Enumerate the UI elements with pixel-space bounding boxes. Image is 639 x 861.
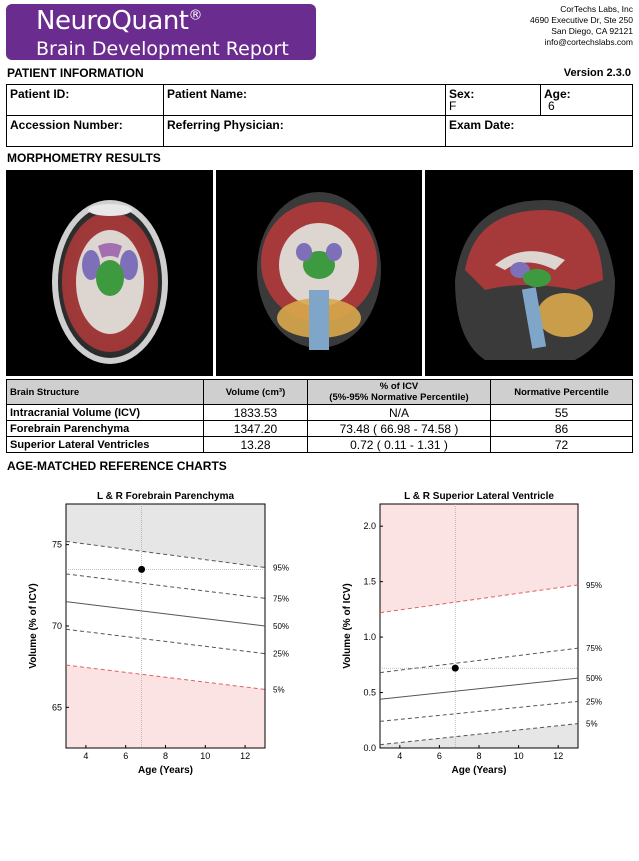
axial-mri-image xyxy=(6,170,213,376)
sex-label: Sex: xyxy=(449,87,475,101)
upper-shaded-region xyxy=(380,504,578,613)
morphometry-section-title: MORPHOMETRY RESULTS xyxy=(7,151,161,165)
percentile-label: 75% xyxy=(586,644,603,654)
x-tick-label: 12 xyxy=(553,751,564,761)
y-tick-label: 75 xyxy=(51,539,62,550)
patient-section-title: PATIENT INFORMATION xyxy=(7,66,144,80)
y-tick-label: 2.0 xyxy=(363,521,376,532)
patient-info-table xyxy=(6,84,633,147)
x-axis-label: Age (Years) xyxy=(451,765,507,776)
report-subtitle: Brain Development Report xyxy=(36,38,289,60)
sex-value: F xyxy=(449,99,457,113)
col-percentile-header: Normative Percentile xyxy=(491,380,633,405)
age-value: 6 xyxy=(548,99,555,113)
age-label: Age: xyxy=(544,87,571,101)
x-tick-label: 4 xyxy=(397,751,403,761)
x-tick-label: 4 xyxy=(83,751,89,761)
percentile-label: 50% xyxy=(273,622,290,631)
coronal-mri-image xyxy=(216,170,422,376)
percentile-label: 5% xyxy=(273,685,285,695)
y-tick-label: 0.0 xyxy=(363,743,376,753)
x-axis-label: Age (Years) xyxy=(137,765,194,776)
upper-shaded-region xyxy=(66,504,265,567)
x-tick-label: 8 xyxy=(162,751,169,761)
percentile-label: 5% xyxy=(586,719,598,729)
y-axis-label: Volume (% of ICV) xyxy=(28,583,39,669)
percentile-label: 95% xyxy=(586,580,603,590)
x-tick-label: 10 xyxy=(513,751,524,761)
patient-name-label: Patient Name: xyxy=(167,87,248,101)
percentile-label: 75% xyxy=(273,594,290,604)
ventricle-chart xyxy=(318,486,638,776)
patient-id-label: Patient ID: xyxy=(10,87,70,101)
x-tick-label: 12 xyxy=(240,751,251,761)
brand-title: NeuroQuant® xyxy=(36,6,202,36)
chart-title: L & R Superior Lateral Ventricle xyxy=(404,491,554,502)
physician-label: Referring Physician: xyxy=(167,118,284,132)
y-tick-label: 1.5 xyxy=(363,576,376,587)
percentile-line xyxy=(380,678,578,699)
accession-label: Accession Number: xyxy=(10,118,123,132)
percentile-line xyxy=(66,602,265,626)
percentile-label: 25% xyxy=(273,649,290,659)
col-icv-header: % of ICV (5%-95% Normative Percentile) xyxy=(308,380,491,405)
x-tick-label: 6 xyxy=(436,751,442,761)
col-volume-header: Volume (cm³) xyxy=(204,380,308,405)
percentile-line xyxy=(380,648,578,672)
y-tick-label: 70 xyxy=(51,621,62,631)
chart-title: L & R Forebrain Parenchyma xyxy=(96,491,235,502)
y-tick-label: 1.0 xyxy=(363,632,376,643)
company-address: CorTechs Labs, Inc 4690 Executive Dr, Ste 250 San Diego, CA 92121 info@cortechslabs.com xyxy=(529,4,633,47)
table-row: Intracranial Volume (ICV) 1833.53 N/A 55 xyxy=(7,405,633,421)
patient-data-point xyxy=(138,566,145,573)
percentile-line xyxy=(66,629,265,653)
table-row: Forebrain Parenchyma 1347.20 73.48 ( 66.98 - 74.58 ) 86 xyxy=(7,421,633,437)
exam-date-label: Exam Date: xyxy=(449,118,515,132)
sagittal-mri-image xyxy=(425,170,633,376)
x-tick-label: 8 xyxy=(476,751,482,761)
percentile-label: 95% xyxy=(273,563,290,573)
charts-section-title: AGE-MATCHED REFERENCE CHARTS xyxy=(7,459,227,473)
y-axis-label: Volume (% of ICV) xyxy=(342,583,353,669)
x-tick-label: 6 xyxy=(123,751,129,761)
patient-data-point xyxy=(452,665,459,672)
morphometry-results-table xyxy=(6,379,633,453)
percentile-label: 25% xyxy=(586,697,603,707)
y-tick-label: 65 xyxy=(51,702,62,713)
percentile-label: 50% xyxy=(586,674,603,684)
col-structure-header: Brain Structure xyxy=(7,380,204,405)
y-tick-label: 0.5 xyxy=(363,687,376,698)
forebrain-chart xyxy=(0,486,320,776)
report-banner xyxy=(6,4,316,60)
percentile-line xyxy=(380,701,578,721)
table-row: Superior Lateral Ventricles 13.28 0.72 ( 0.11 - 1.31 ) 72 xyxy=(7,437,633,453)
version-label: Version 2.3.0 xyxy=(563,67,631,79)
x-tick-label: 10 xyxy=(200,751,211,761)
percentile-line xyxy=(66,574,265,598)
